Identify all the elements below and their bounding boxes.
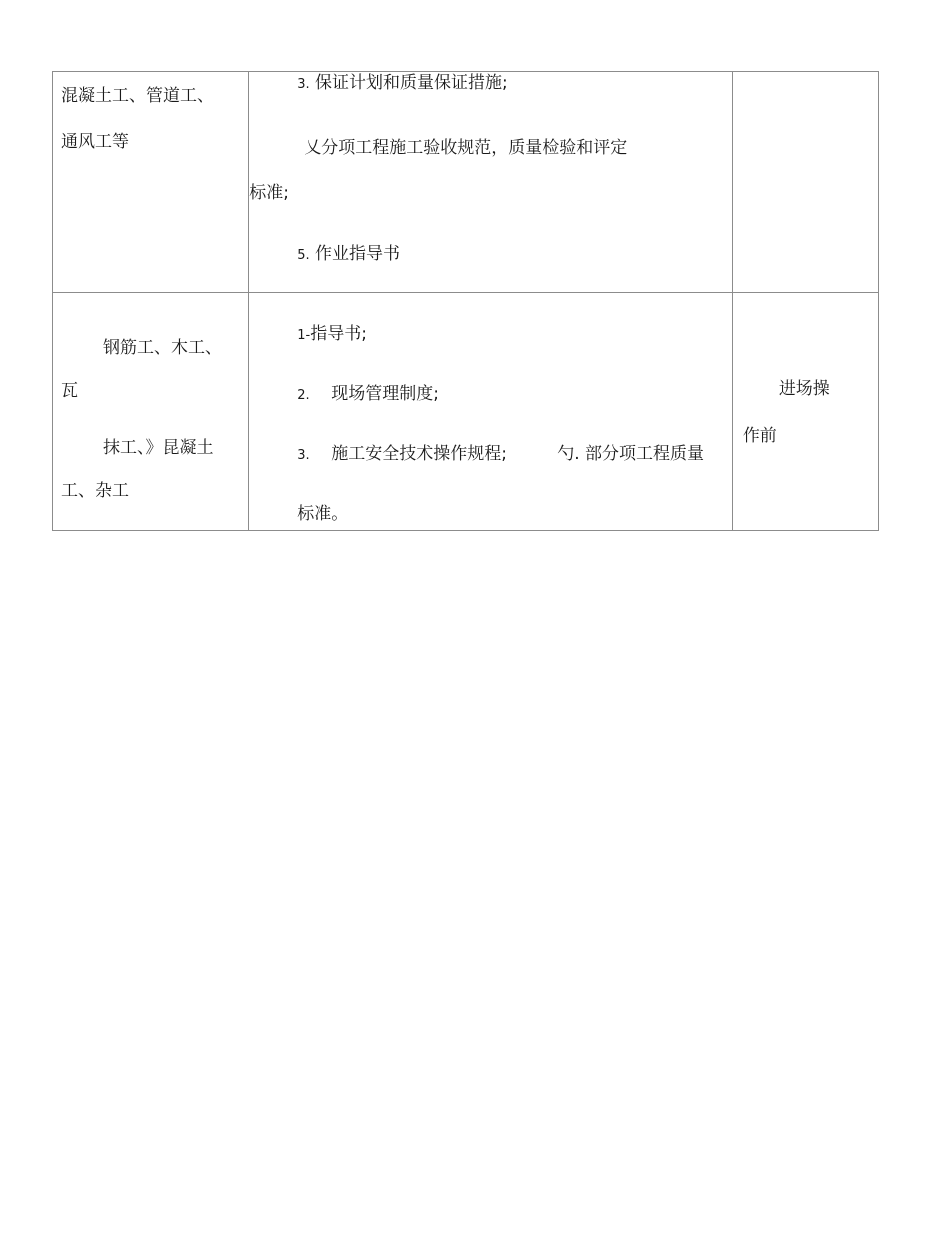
- list-item-continuation: 标准。: [297, 504, 349, 524]
- list-item: [297, 324, 367, 346]
- list-item-text: 勺. 部分项工程质量: [557, 444, 705, 464]
- worker-type-cell: [53, 293, 249, 531]
- list-item-text: 现场管理制度;: [331, 384, 439, 404]
- list-item-number: 3.: [297, 448, 310, 463]
- list-item: [297, 73, 508, 95]
- list-item-text: 作业指导书: [315, 244, 401, 264]
- list-item-text: 施工安全技术操作规程;: [331, 444, 507, 464]
- worker-type-line: 通风工等: [61, 132, 129, 152]
- timing-cell: [732, 72, 878, 293]
- list-item-text: 乂分项工程施工验收规范，质量检验和评定: [304, 138, 628, 158]
- list-item-number: 5.: [297, 248, 310, 263]
- timing-line: 作前: [742, 426, 777, 446]
- table-row: [53, 72, 879, 293]
- list-item-text: 保证计划和质量保证措施;: [315, 73, 508, 93]
- worker-type-line: 工、杂工: [61, 481, 129, 501]
- list-item-number: 3.: [297, 77, 310, 92]
- table-row: [53, 293, 879, 531]
- worker-type-line: 抹工、》昆凝土: [103, 438, 214, 458]
- timing-cell: [732, 293, 878, 531]
- worker-type-line: 瓦: [61, 381, 78, 401]
- list-item: [297, 444, 507, 466]
- worker-type-line: 混凝土工、管道工、: [61, 86, 214, 106]
- list-item: [297, 384, 439, 406]
- document-list-cell: [249, 72, 733, 293]
- list-item-number: 2.: [297, 388, 310, 403]
- document-list-cell: [249, 293, 733, 531]
- list-item-continuation: 标准;: [249, 183, 289, 203]
- worker-type-cell: [53, 72, 249, 293]
- list-item: [297, 244, 400, 266]
- document-table: [52, 71, 879, 531]
- list-item-text: 指导书;: [310, 324, 367, 344]
- worker-type-line: 钢筋工、木工、: [103, 338, 222, 358]
- timing-line: 进场操: [778, 379, 830, 399]
- list-item-number: 1-: [297, 328, 311, 343]
